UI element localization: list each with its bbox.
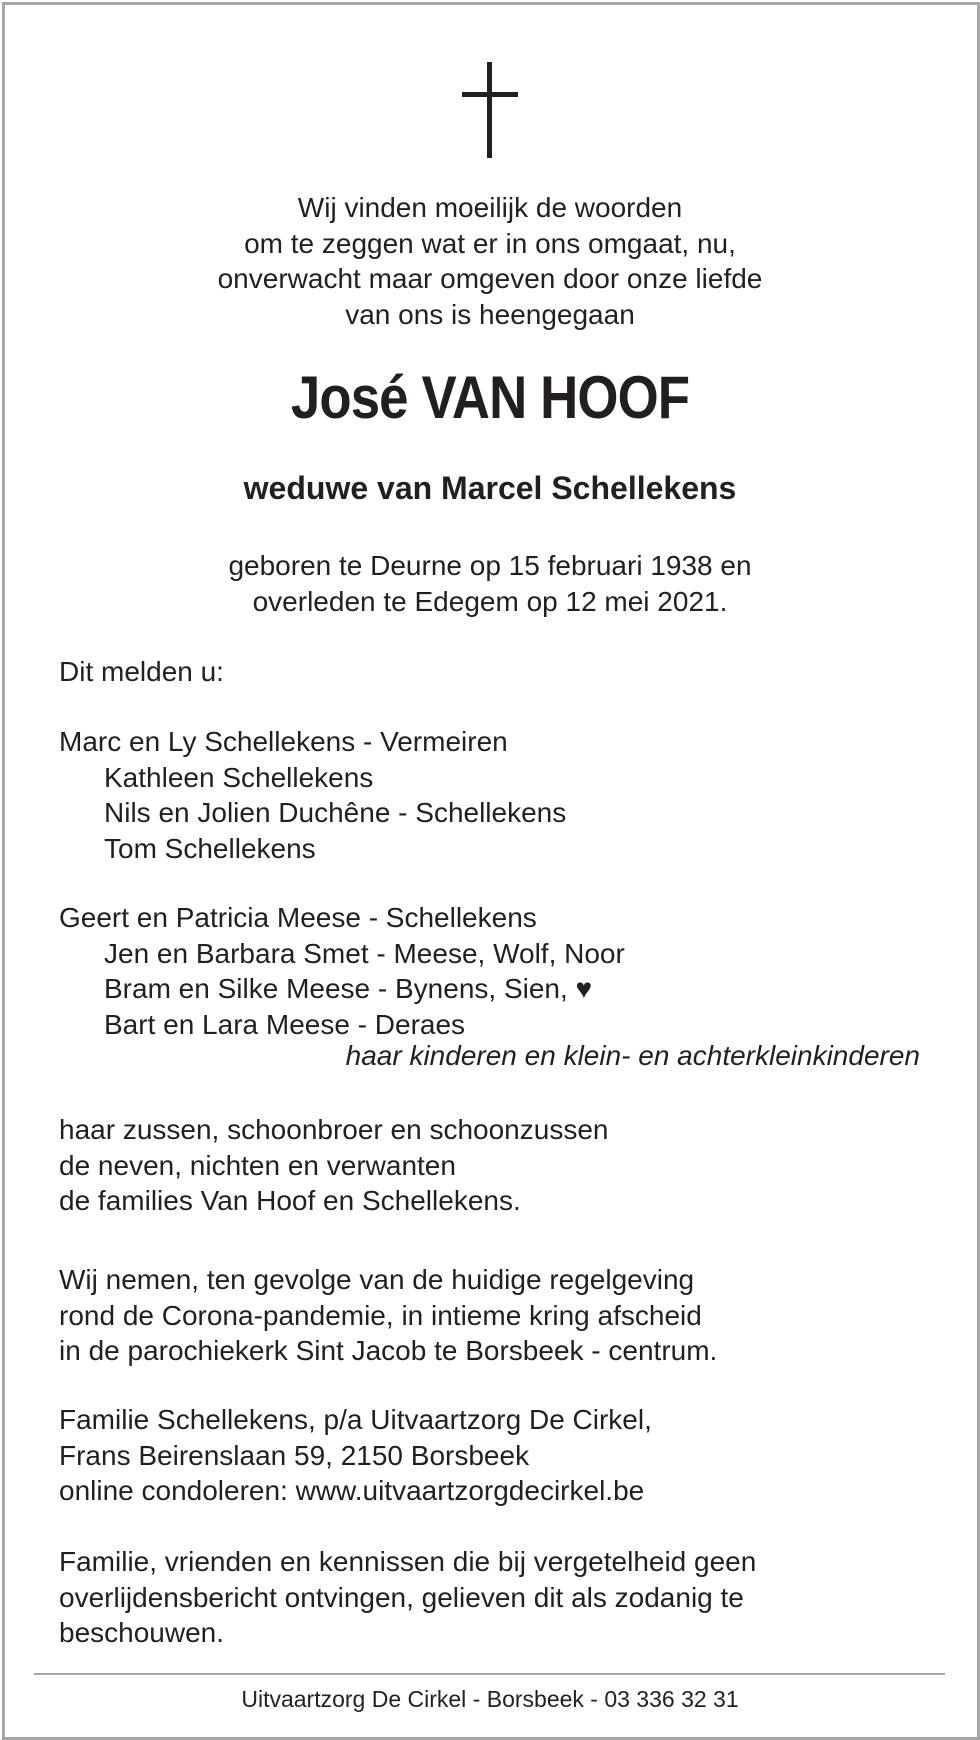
life-dates	[0, 548, 980, 619]
death-line: overleden te Edegem op 12 mei 2021.	[252, 585, 728, 617]
family-group-1	[59, 724, 939, 866]
memorial-poem	[0, 190, 980, 332]
family-member: Nils en Jolien Duchêne - Schellekens	[104, 797, 567, 828]
ceremony-line: rond de Corona-pandemie, in intieme kring afscheid	[59, 1299, 702, 1331]
closing-line: beschouwen.	[59, 1617, 225, 1648]
funeral-home-footer: Uitvaartzorg De Cirkel - Borsbeek - 03 336 32 31	[241, 1686, 739, 1712]
intro-line: Dit melden u:	[59, 656, 224, 687]
closing-line: Familie, vrienden en kennissen die bij vergetelheid geen	[59, 1546, 757, 1577]
family-member: Kathleen Schellekens	[104, 761, 374, 793]
family-member: Bram en Silke Meese - Bynens, Sien, ♥	[104, 973, 593, 1004]
contact-line: Frans Beirenslaan 59, 2150 Borsbeek	[59, 1439, 530, 1471]
relatives-line: de neven, nichten en verwanten	[59, 1149, 456, 1181]
family-member: Bart en Lara Meese - Deraes	[104, 1008, 466, 1040]
family-head: Marc en Ly Schellekens - Vermeiren	[59, 726, 508, 757]
poem-line: om te zeggen wat er in ons omgaat, nu,	[244, 227, 736, 259]
relatives-line: de families Van Hoof en Schellekens.	[59, 1185, 521, 1216]
ceremony-notice	[59, 1262, 939, 1369]
footer-divider	[34, 1673, 945, 1675]
relatives-line: haar zussen, schoonbroer en schoonzussen	[59, 1114, 609, 1145]
closing-line: overlijdensbericht ontvingen, gelieven dit als zodanig te	[59, 1581, 744, 1613]
closing-note	[59, 1544, 939, 1651]
relatives	[59, 1112, 939, 1219]
ceremony-line: in de parochiekerk Sint Jacob te Borsbeek - centrum.	[59, 1335, 718, 1366]
family-head: Geert en Patricia Meese - Schellekens	[59, 902, 537, 933]
ceremony-line: Wij nemen, ten gevolge van de huidige regelgeving	[59, 1264, 695, 1295]
condolence-link[interactable]: online condoleren: www.uitvaartzorgdecirkel.be	[59, 1475, 645, 1506]
poem-line: onverwacht maar omgeven door onze liefde	[217, 263, 763, 294]
deceased-name: José VAN HOOF	[290, 364, 690, 431]
family-member: Jen en Barbara Smet - Meese, Wolf, Noor	[104, 937, 625, 969]
poem-line: Wij vinden moeilijk de woorden	[297, 192, 683, 223]
poem-line: van ons is heengegaan	[345, 298, 635, 330]
family-member: Tom Schellekens	[104, 832, 316, 864]
contact-info	[59, 1402, 939, 1509]
contact-line: Familie Schellekens, p/a Uitvaartzorg De Cirkel,	[59, 1404, 652, 1435]
cross-icon	[462, 62, 518, 158]
announcement-intro	[59, 654, 939, 690]
family-group-2	[59, 900, 939, 1042]
children-caption: haar kinderen en klein- en achterkleinkinderen	[345, 1040, 920, 1071]
birth-line: geboren te Deurne op 15 februari 1938 en	[228, 550, 752, 581]
widow-of: weduwe van Marcel Schellekens	[243, 470, 737, 506]
